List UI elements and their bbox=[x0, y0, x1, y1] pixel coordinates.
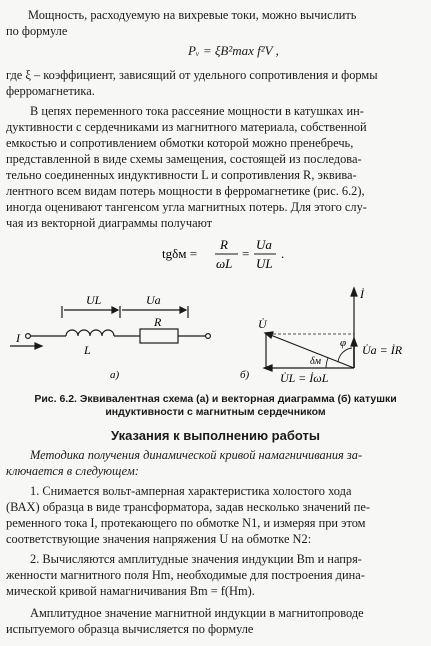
tan-formula-end: . bbox=[281, 246, 285, 261]
vector-label-delta: δм bbox=[310, 356, 322, 367]
item2-line1: 2. Вычисляются амплитудные значения индукции Bm и напря- bbox=[30, 552, 362, 566]
para3-line8: чая из векторной диаграммы получают bbox=[6, 216, 213, 230]
equivalent-circuit bbox=[10, 306, 210, 349]
item1-line1: 1. Снимается вольт-амперная характеристика холостого хода bbox=[30, 484, 352, 498]
para3-line6: лентного всем видам потерь мощности в ферромагнетике (рис. 6.2), bbox=[6, 184, 365, 198]
vector-ua-head bbox=[351, 338, 357, 346]
para2-line1: где ξ – коэффициент, зависящий от удельного сопротивления и формы bbox=[6, 68, 378, 82]
vector-i-head bbox=[351, 288, 357, 296]
item2-line3: мической кривой намагничивания Bm = f(Hm). bbox=[6, 584, 255, 598]
eddy-loss-formula: Pᵥ = ξB²max f²V , bbox=[188, 43, 279, 58]
para3-line5: тельно соединенных индуктивности L и сопротивления R, эквива- bbox=[6, 168, 357, 182]
item2-line2: женности магнитного поля Hm, необходимые для построения дина- bbox=[6, 568, 365, 582]
figure-6-2 bbox=[0, 284, 431, 389]
vector-sublabel: б) bbox=[240, 369, 250, 381]
angle-arc-delta bbox=[326, 358, 328, 368]
circuit-label-r: R bbox=[154, 315, 162, 329]
item1-line4: соответствующие значения напряжения U на обмотке N2: bbox=[6, 532, 312, 546]
item1-line2: (ВАХ) образца в виде трансформатора, задав несколько значений пе- bbox=[6, 500, 370, 514]
vector-label-i: İ bbox=[360, 287, 364, 301]
circuit-label-l: L bbox=[84, 343, 91, 357]
para3-line7: иногда оценивают тангенсом угла магнитных потерь. Для этого слу- bbox=[6, 200, 367, 214]
resistor bbox=[140, 329, 178, 343]
para5-line1: Амплитудное значение магнитной индукции в магнитопроводе bbox=[30, 606, 364, 620]
vector-label-phi: φ bbox=[340, 337, 347, 349]
terminal-left bbox=[26, 334, 31, 339]
para2-line2: ферромагнетика. bbox=[6, 84, 95, 98]
vector-ul-head bbox=[264, 365, 272, 371]
para4-line1: Методика получения динамической кривой намагничивания за- bbox=[30, 448, 363, 462]
angle-arc-phi bbox=[338, 348, 352, 362]
circuit-label-i: I bbox=[16, 331, 20, 345]
para5-line2: испытуемого образца вычисляется по формуле bbox=[6, 622, 254, 636]
tan-formula-den2: UL bbox=[256, 256, 273, 271]
para1-line1: Мощность, расходуемую на вихревые токи, можно вычислить bbox=[28, 8, 357, 22]
dim-arrow-ua bbox=[180, 307, 186, 313]
para1-line2: по формуле bbox=[6, 24, 68, 38]
terminal-right bbox=[206, 334, 211, 339]
dim-arrow-ul bbox=[112, 307, 118, 313]
tan-formula-den1: ωL bbox=[216, 256, 233, 271]
tan-formula-num1: R bbox=[220, 237, 228, 252]
vector-label-ul: U̇L = İωL bbox=[280, 371, 329, 385]
figure-caption-line2: индуктивности с магнитным сердечником bbox=[105, 406, 326, 418]
figure-caption-line1: Рис. 6.2. Эквивалентная схема (а) и векторная диаграмма (б) катушки bbox=[34, 393, 397, 405]
item1-line3: ременного тока I, протекающего по обмотке N1, и измеряя при этом bbox=[6, 516, 366, 530]
tan-formula-lhs: tgδм = bbox=[162, 246, 198, 261]
inductor-coil bbox=[66, 330, 114, 336]
para3-line1: В цепях переменного тока рассеяние мощности в катушках ин- bbox=[30, 104, 364, 118]
tan-loss-formula bbox=[160, 234, 300, 274]
current-arrow-head bbox=[35, 343, 42, 349]
vector-label-ua: U̇a = İR bbox=[362, 343, 403, 357]
para4-line2: ключается в следующем: bbox=[6, 464, 139, 478]
section-heading: Указания к выполнению работы bbox=[111, 428, 320, 443]
para3-line2: дуктивности с сердечниками из магнитного материала, собственной bbox=[6, 120, 367, 134]
circuit-label-ua: Ua bbox=[146, 293, 161, 307]
tan-formula-num2: Ua bbox=[256, 237, 272, 252]
circuit-sublabel: а) bbox=[110, 369, 120, 381]
vector-label-u: U̇ bbox=[258, 317, 267, 331]
para3-line4: представленной в виде схемы замещения, состоящей из последова- bbox=[6, 152, 362, 166]
circuit-label-ul: UL bbox=[86, 293, 102, 307]
tan-formula-eq: = bbox=[242, 246, 250, 261]
para3-line3: емкостью и сопротивлением обмотки которой можно пренебречь, bbox=[6, 136, 354, 150]
